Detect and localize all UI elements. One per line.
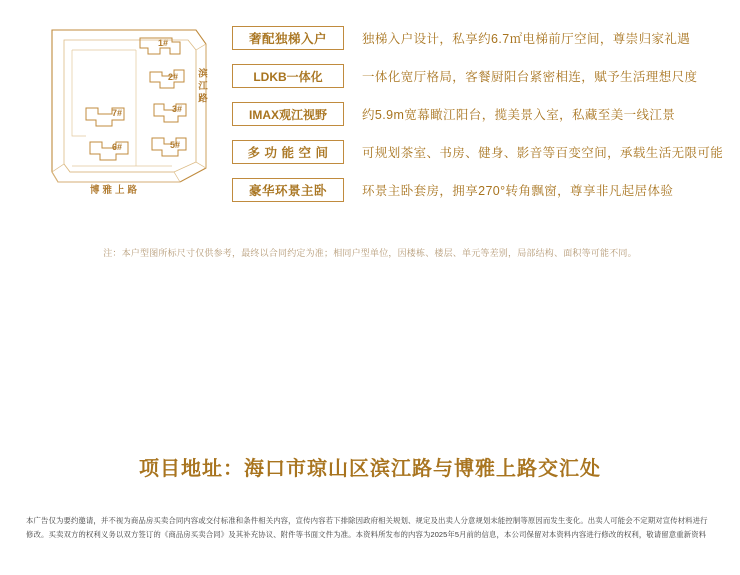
feature-text: 环景主卧套房，拥享270°转角飘窗，尊享非凡起居体验 — [362, 184, 674, 198]
building-label-3: 3# — [172, 104, 183, 114]
project-address: 项目地址：海口市琼山区滨江路与博雅上路交汇处 — [139, 458, 601, 480]
feature-row — [232, 134, 724, 170]
feature-row — [232, 58, 724, 94]
feature-text: 独梯入户设计，私享约6.7㎡电梯前厅空间，尊崇归家礼遇 — [362, 32, 691, 46]
building-label-6: 6# — [112, 142, 123, 152]
feature-tag: 奢配独梯入户 — [232, 26, 344, 50]
disclaimer-line: 修改。买卖双方的权利义务以双方签订的《商品房买卖合同》及其补充协议、附件等书面文件为准。本资料所发布的内容为2025年5月前的信息，本公司保留对本资料内容进行修改的权利，敬请留意重新资料 — [26, 529, 707, 539]
feature-row — [232, 172, 724, 208]
vertical-road-strip — [196, 44, 206, 168]
feature-text: 一体化宽厅格局，客餐厨阳台紧密相连，赋予生活理想尺度 — [362, 70, 698, 84]
building-label-5: 5# — [170, 140, 181, 150]
feature-row — [232, 96, 724, 132]
site-plan — [28, 16, 218, 196]
road-label-boyashang: 博雅上路 — [90, 185, 141, 196]
building-6 — [90, 142, 128, 160]
site-plan-drawing — [28, 16, 218, 196]
feature-tag: IMAX观江视野 — [232, 102, 344, 126]
interior-path-1 — [72, 50, 86, 136]
building-label-7: 7# — [112, 108, 123, 118]
road-label-binjiang: 滨江路 — [196, 68, 207, 106]
disclaimer-line: 本广告仅为要约邀请，并不视为商品房买卖合同内容或交付标准和条件相关内容，宣传内容若下排除因政府相关规划、规定及出卖人分意规划未能控制等原因而发生变化。出卖人可能会不定期对宣传材料进行 — [26, 516, 708, 525]
feature-row — [232, 20, 724, 56]
feature-list — [232, 20, 724, 210]
building-2 — [150, 70, 184, 88]
bottom-road-strip — [52, 164, 180, 182]
building-label-1: 1# — [158, 38, 169, 48]
legal-disclaimer — [26, 514, 716, 541]
building-5 — [152, 138, 186, 156]
feature-tag: 多 功 能 空 间 — [232, 140, 344, 164]
feature-tag: LDKB一体化 — [232, 64, 344, 88]
building-label-2: 2# — [168, 72, 179, 82]
site-boundary — [52, 30, 206, 182]
feature-tag: 豪华环景主卧 — [232, 178, 344, 202]
plan-note: 注：本户型图所标尺寸仅供参考，最终以合同约定为准；相同户型单位，因楼栋、楼层、单元等差别，局部结构、面积等可能不同。 — [103, 248, 637, 258]
feature-text: 约5.9m宽幕瞰江阳台，揽美景入室，私藏至美一线江景 — [362, 108, 676, 122]
feature-text: 可规划茶室、书房、健身、影音等百变空间，承载生活无限可能 — [362, 146, 724, 160]
